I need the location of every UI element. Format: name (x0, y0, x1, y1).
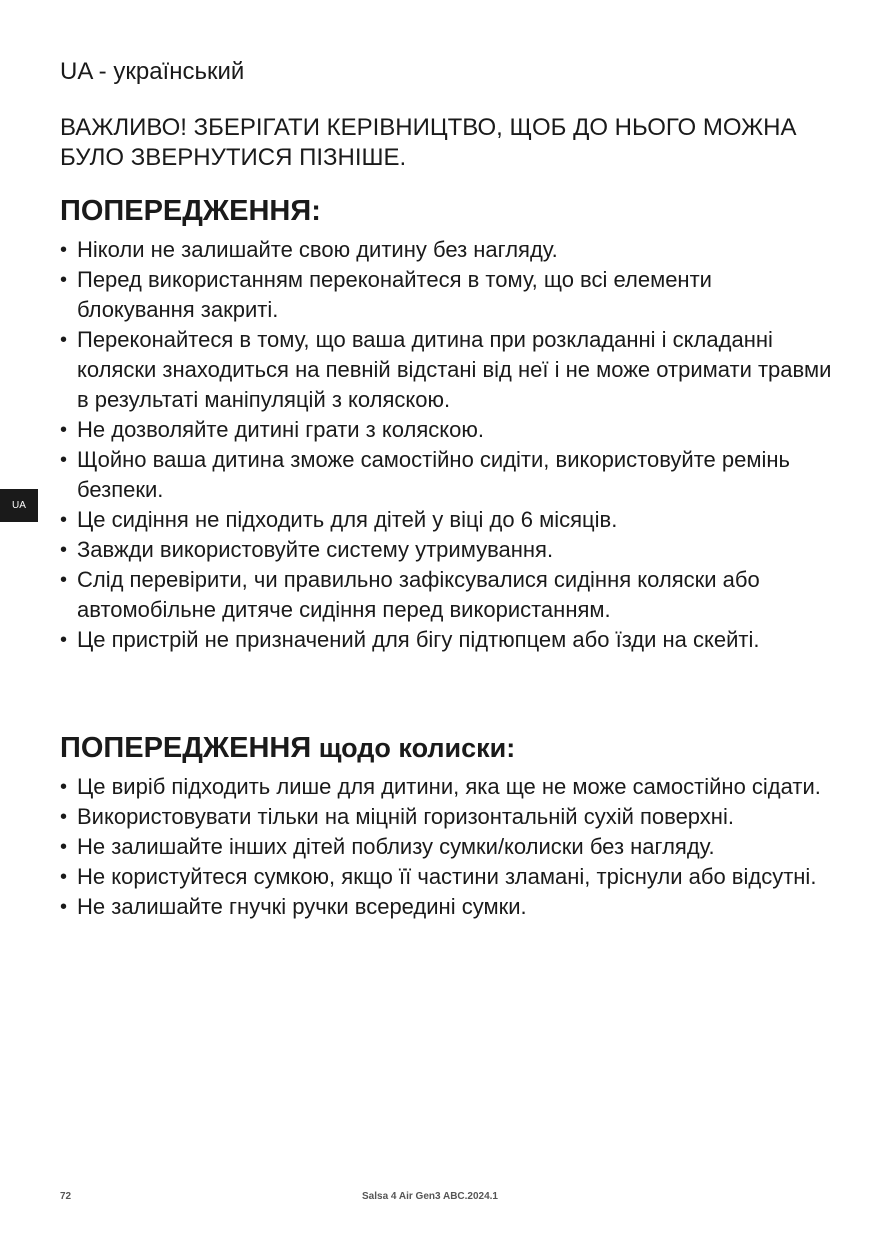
list-item: • Перед використанням переконайтеся в тому, що всі елементи блокування закриті. (60, 265, 835, 325)
list-item: • Щойно ваша дитина зможе самостійно сидіти, використовуйте ремінь безпеки. (60, 445, 835, 505)
language-side-tab: UA (0, 489, 38, 522)
list-item: • Не залишайте інших дітей поблизу сумки/колиски без нагляду. (60, 832, 835, 862)
warnings-heading: ПОПЕРЕДЖЕННЯ: (60, 195, 321, 227)
footer-product-name: Salsa 4 Air Gen3 ABC.2024.1 (362, 1191, 498, 1202)
list-item: • Завжди використовуйте систему утримування. (60, 535, 835, 565)
page-number: 72 (60, 1191, 72, 1202)
carrycot-heading-suffix: щодо колиски: (311, 733, 516, 763)
list-item: • Це пристрій не призначений для бігу підтюпцем або їзди на скейті. (60, 625, 835, 655)
warnings-list (60, 235, 835, 655)
list-item: • Це виріб підходить лише для дитини, яка ще не може самостійно сідати. (60, 772, 835, 802)
language-title: UA - український (60, 58, 245, 85)
list-item: • Використовувати тільки на міцній горизонтальній сухій поверхні. (60, 802, 835, 832)
important-notice: ВАЖЛИВО! ЗБЕРІГАТИ КЕРІВНИЦТВО, ЩОБ ДО НЬОГО МОЖНА БУЛО ЗВЕРНУТИСЯ ПІЗНІШЕ. (60, 114, 797, 171)
carrycot-warnings-list (60, 772, 835, 922)
carrycot-heading-main: ПОПЕРЕДЖЕННЯ (60, 732, 312, 764)
list-item: • Переконайтеся в тому, що ваша дитина при розкладанні і складанні коляски знаходиться на певній відстані від неї і не може отримати травми в результаті маніпуляцій з коляскою. (60, 325, 835, 415)
list-item: • Ніколи не залишайте свою дитину без нагляду. (60, 235, 835, 265)
list-item: • Не залишайте гнучкі ручки всередині сумки. (60, 892, 835, 922)
list-item: • Не дозволяйте дитині грати з коляскою. (60, 415, 835, 445)
list-item: • Це сидіння не підходить для дітей у віці до 6 місяців. (60, 505, 835, 535)
carrycot-warnings-heading (60, 730, 835, 766)
list-item: • Не користуйтеся сумкою, якщо її частини зламані, тріснули або відсутні. (60, 862, 835, 892)
carrycot-warnings-section (60, 730, 835, 922)
list-item: • Слід перевірити, чи правильно зафіксувалися сидіння коляски або автомобільне дитяче сидіння перед використанням. (60, 565, 835, 625)
warnings-section (60, 193, 835, 655)
